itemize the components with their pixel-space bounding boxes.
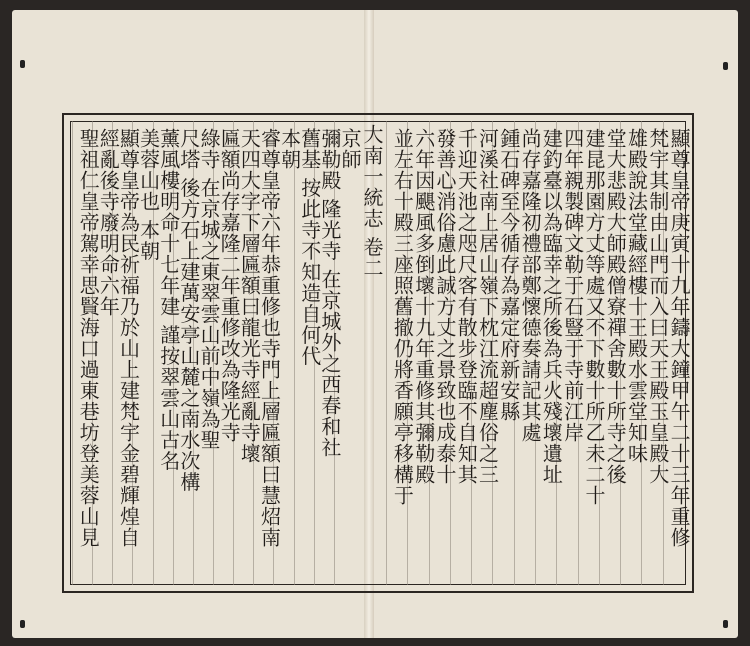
left-page-text-column: 薰風樓明命十七年建 謹按翠雲山古名	[156, 128, 181, 472]
column-rule	[72, 121, 73, 585]
left-page-text-column: 本朝	[277, 128, 302, 170]
left-page-text-column: 尺塔 後方石上建萬安亭山麓之南水次構	[176, 128, 201, 493]
right-page-text-column: 雄殿說法堂藏經樓十王殿水雲堂知味	[624, 128, 649, 464]
right-page-text-column: 顯尊皇帝庚寅十九年鑄大鐘甲午二十三年重修	[667, 128, 692, 548]
left-page-text-column: 經亂後寺廢明命六年	[96, 128, 121, 317]
center-title: 大南一統志 卷二	[360, 124, 384, 279]
right-page-text-column: 建昆那園方丈等處又不下數十所乙未二十	[581, 128, 606, 506]
left-page-text-column: 天四大字下層匾額曰龍光寺經亂寺壞	[237, 128, 262, 464]
right-page-text-column: 梵宇其制由山門而入曰天王殿玉皇殿大	[645, 128, 670, 485]
left-page-text-column: 綠寺 在京城之東翠雲山前中嶺為聖	[197, 128, 222, 451]
left-page-text-column: 聖祖仁皇帝駕幸思賢海口過東巷坊登美蓉山見	[76, 128, 101, 548]
right-page-text-column: 堂大悲殿大師殿僧寮禪舍數十所寺之後	[603, 128, 628, 485]
binding-hole-mark	[723, 620, 728, 628]
binding-hole-mark	[723, 62, 728, 70]
right-page-text-column: 四年親製碑文勒于石豎于寺前江岸	[560, 128, 585, 443]
right-page-text-column: 建釣臺以為臨幸之所後為兵火殘壞遺址	[539, 128, 564, 485]
left-page-text-column: 顯尊皇帝為民祈福乃於山上建梵宇金碧輝煌自	[116, 128, 141, 548]
left-page-text-column: 彌勒殿 隆光寺 在京城外之西春和社	[317, 128, 342, 458]
right-page-text-column: 尚存嘉隆初禮部鄭懷德奏請記其處	[518, 128, 543, 443]
left-page-text-column: 匾額尚存嘉隆二年重修改為隆光寺	[217, 128, 242, 443]
right-page-text-column: 千迎天池之咫尺客有散步登臨不自知其	[454, 128, 479, 485]
column-rule	[386, 121, 387, 585]
left-page-text-column: 舊基 按此寺不知造自何代	[297, 128, 322, 367]
right-page-text-column: 鍾石碑至今循存為嘉定府新安縣	[496, 128, 521, 422]
left-page-text-column: 京師	[338, 128, 363, 170]
right-page-text-column: 發善心消俗慮此誠方丈之景致也成泰十	[432, 128, 457, 485]
binding-hole-mark	[20, 60, 25, 68]
left-page-text-column: 睿尊皇帝六年恭重修也寺門上層匾額曰慧炤南	[257, 128, 282, 548]
right-page-text-column: 河溪社南上居山嶺下枕江流超塵俗之三	[475, 128, 500, 485]
left-page-text-column: 美蓉山也 本朝	[136, 128, 161, 262]
binding-hole-mark	[20, 620, 25, 628]
right-page-text-column: 六年因颶風多倒壞十九年重修其彌勒殿	[411, 128, 436, 485]
right-page-text-column: 並左右十殿三座照舊撤仍將香願亭移構于	[390, 128, 415, 506]
